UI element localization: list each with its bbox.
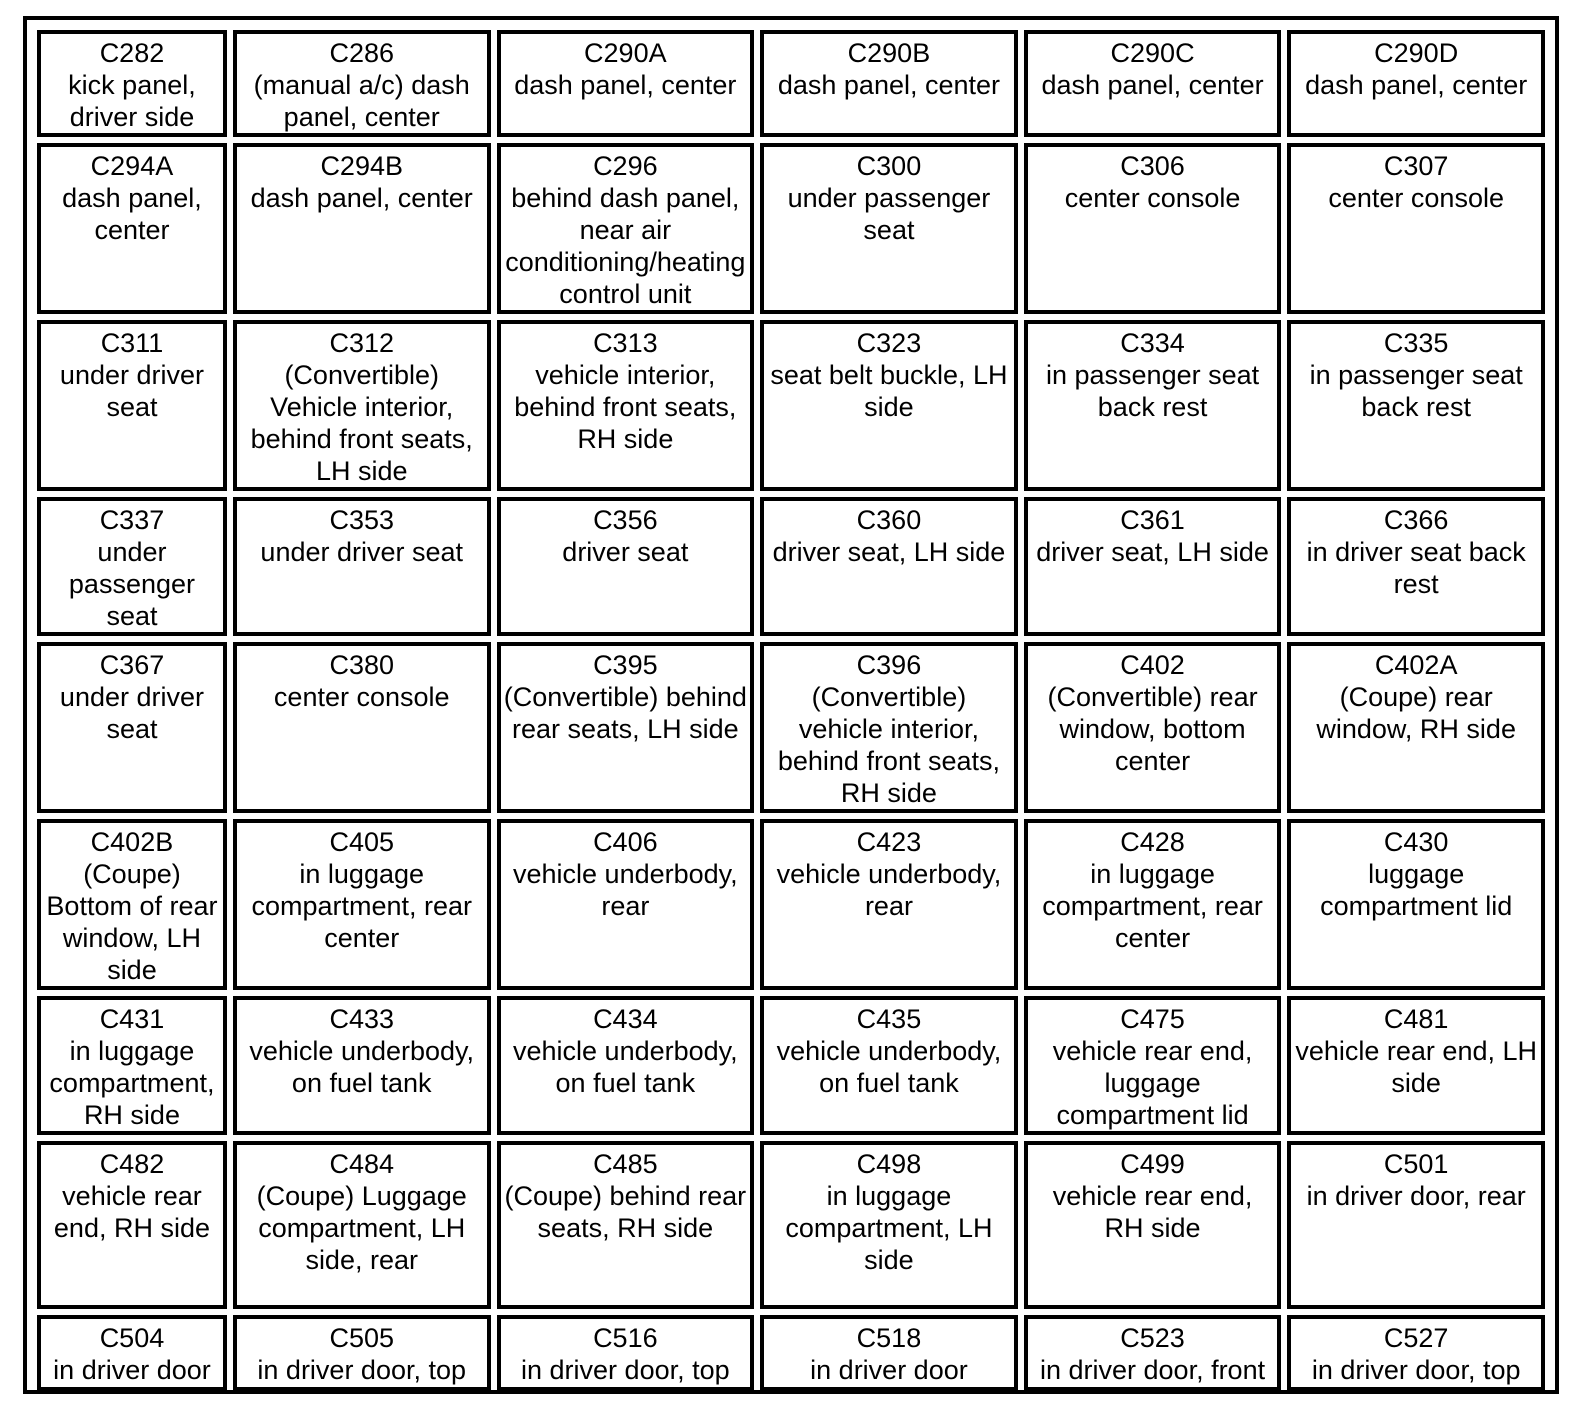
connector-cell [1024,30,1282,137]
connector-cell [1287,30,1545,137]
connector-cell [37,819,227,990]
connector-code: C312 [329,328,394,358]
connector-location: (Coupe) behind rear seats, RH side [504,1181,747,1243]
connector-code: C484 [329,1149,394,1179]
connector-location: (Convertible) Vehicle interior, behind front seats, LH side [250,360,473,486]
connector-location: (Coupe) rear window, RH side [1316,682,1516,744]
connector-cell [1287,1315,1545,1391]
table-row [37,320,1545,491]
connector-location: (Coupe) Luggage compartment, LH side, rear [256,1181,467,1275]
connector-location-table [31,24,1551,1397]
connector-code: C300 [856,151,922,181]
connector-code: C282 [99,38,165,68]
table-row [37,996,1545,1135]
connector-cell [233,819,491,990]
connector-code: C485 [593,1149,658,1179]
connector-cell [760,320,1018,491]
connector-cell [233,996,491,1135]
connector-code: C361 [1120,505,1185,535]
table-row [37,1141,1545,1309]
table-row [37,642,1545,813]
connector-location: in luggage compartment, LH side [785,1181,993,1275]
connector-cell [497,819,755,990]
connector-cell [1024,1141,1282,1309]
connector-cell [233,320,491,491]
connector-code: C311 [100,328,164,358]
connector-location: in driver door [53,1355,211,1385]
connector-code: C527 [1383,1323,1449,1353]
connector-code: C405 [329,827,394,857]
connector-cell [760,996,1018,1135]
connector-code: C402 [1120,650,1185,680]
connector-location: center console [1328,183,1504,213]
connector-cell [760,30,1018,137]
connector-cell [1024,143,1282,314]
connector-code: C431 [99,1004,165,1034]
connector-cell [1287,819,1545,990]
connector-code: C395 [593,650,658,680]
connector-location: in passenger seat back rest [1045,360,1260,422]
connector-cell [37,1315,227,1391]
connector-location: vehicle rear end, RH side [1052,1181,1253,1243]
connector-code: C475 [1120,1004,1185,1034]
connector-cell [760,143,1018,314]
connector-cell [37,143,227,314]
connector-location: (Convertible) behind rear seats, LH side [503,682,747,744]
connector-code: C307 [1383,151,1449,181]
connector-location: in luggage compartment, rear center [251,859,473,953]
connector-location: vehicle rear end, luggage compartment lid [1052,1036,1253,1130]
connector-code: C353 [329,505,394,535]
connector-cell [760,1141,1018,1309]
connector-location: under driver seat [260,537,464,567]
connector-code: C396 [856,650,922,680]
connector-code: C402A [1374,650,1458,680]
connector-location: under passenger seat [787,183,991,245]
connector-code: C296 [593,151,658,181]
connector-code: C504 [99,1323,165,1353]
table-row [37,1315,1545,1391]
table-row [37,497,1545,636]
connector-location: in luggage compartment, RH side [49,1036,215,1130]
connector-code: C294B [320,151,403,181]
connector-location: dash panel, center [250,183,473,213]
connector-cell [497,497,755,636]
connector-code: C435 [856,1004,922,1034]
connector-code: C406 [593,827,658,857]
connector-code: C501 [1383,1149,1449,1179]
connector-location: under driver seat [59,682,204,744]
connector-cell [760,497,1018,636]
connector-code: C356 [593,505,658,535]
connector-location: in driver door, top [257,1355,467,1385]
connector-code: C334 [1120,328,1185,358]
connector-location: under driver seat [59,360,204,422]
connector-code: C335 [1383,328,1449,358]
connector-location: vehicle rear end, RH side [53,1181,210,1243]
connector-cell [760,1315,1018,1391]
connector-cell [1287,320,1545,491]
connector-location: vehicle underbody, rear [513,859,738,921]
connector-location: in driver door [810,1355,968,1385]
connector-location: dash panel, center [62,183,202,245]
connector-code: C430 [1383,827,1449,857]
connector-cell [1287,497,1545,636]
connector-code: C290D [1374,38,1459,68]
connector-cell [1287,143,1545,314]
connector-code: C380 [329,650,394,680]
connector-cell [1024,497,1282,636]
connector-cell [37,320,227,491]
connector-cell [1024,996,1282,1135]
connector-cell [37,642,227,813]
connector-cell [497,642,755,813]
connector-code: C366 [1383,505,1449,535]
connector-cell [1287,1141,1545,1309]
connector-location: dash panel, center [514,70,737,100]
connector-code: C433 [329,1004,394,1034]
connector-cell [37,497,227,636]
connector-code: C505 [329,1323,394,1353]
connector-cell [497,320,755,491]
connector-location: driver seat, LH side [1036,537,1269,567]
connector-location: dash panel, center [777,70,1001,100]
connector-cell [1287,642,1545,813]
connector-location: (manual a/c) dash panel, center [253,70,470,132]
connector-cell [233,30,491,137]
connector-location: vehicle underbody, rear [776,859,1002,921]
connector-location: seat belt buckle, LH side [770,360,1008,422]
table-row [37,30,1545,137]
connector-code: C290C [1110,38,1195,68]
connector-location: center console [1064,183,1241,213]
connector-location: in driver door, top [521,1355,730,1385]
connector-location: in passenger seat back rest [1309,360,1523,422]
connector-cell [233,1315,491,1391]
connector-cell [233,143,491,314]
connector-cell [1024,1315,1282,1391]
connector-cell [497,996,755,1135]
connector-location: in driver seat back rest [1306,537,1526,599]
connector-cell [760,819,1018,990]
connector-code: C434 [593,1004,658,1034]
connector-code: C367 [99,650,165,680]
connector-location: center console [273,682,450,712]
connector-code: C294A [90,151,174,181]
connector-code: C337 [99,505,165,535]
connector-code: C313 [593,328,658,358]
connector-code: C286 [329,38,394,68]
connector-cell [1287,996,1545,1135]
connector-code: C518 [856,1323,922,1353]
connector-code: C360 [856,505,922,535]
connector-location: (Convertible) vehicle interior, behind front seats, RH side [777,682,1001,808]
connector-cell [760,642,1018,813]
connector-location: under passenger seat [68,537,195,631]
connector-code: C499 [1120,1149,1185,1179]
connector-cell [37,30,227,137]
connector-location: vehicle underbody, on fuel tank [249,1036,475,1098]
connector-location: behind dash panel, near air conditioning/heating control unit [505,183,746,309]
connector-code: C290A [584,38,667,68]
connector-location: in driver door, front [1039,1355,1266,1385]
connector-code: C523 [1120,1323,1185,1353]
connector-location: dash panel, center [1041,70,1264,100]
table-row [37,143,1545,314]
connector-code: C428 [1120,827,1185,857]
connector-code: C323 [856,328,922,358]
connector-cell [497,1315,755,1391]
connector-cell [37,1141,227,1309]
connector-location: (Convertible) rear window, bottom center [1047,682,1258,776]
connector-code: C423 [856,827,922,857]
connector-location: vehicle underbody, on fuel tank [513,1036,738,1098]
connector-location: (Coupe) Bottom of rear window, LH side [46,859,218,985]
connector-cell [233,497,491,636]
connector-cell [37,996,227,1135]
connector-code: C516 [593,1323,658,1353]
connector-code: C290B [847,38,931,68]
connector-cell [233,1141,491,1309]
connector-cell [497,143,755,314]
connector-cell [1024,320,1282,491]
connector-location: vehicle rear end, LH side [1295,1036,1537,1098]
connector-code: C481 [1383,1004,1449,1034]
connector-cell [497,30,755,137]
connector-location: driver seat [562,537,689,567]
connector-location: in driver door, rear [1306,1181,1526,1211]
table-row [37,819,1545,990]
connector-location: vehicle interior, behind front seats, RH side [514,360,737,454]
connector-code: C482 [99,1149,165,1179]
connector-code: C498 [856,1149,922,1179]
connector-location: in driver door, top [1311,1355,1521,1385]
connector-location: dash panel, center [1305,70,1528,100]
connector-table-body [37,30,1545,1391]
connector-code: C402B [90,827,174,857]
connector-cell [497,1141,755,1309]
connector-location: vehicle underbody, on fuel tank [776,1036,1002,1098]
connector-table-frame [23,16,1559,1394]
connector-code: C306 [1120,151,1185,181]
connector-cell [1024,642,1282,813]
connector-location: luggage compartment lid [1320,859,1513,921]
connector-cell [1024,819,1282,990]
connector-cell [233,642,491,813]
connector-location: in luggage compartment, rear center [1042,859,1263,953]
connector-location: kick panel, driver side [68,70,196,132]
connector-location: driver seat, LH side [772,537,1006,567]
